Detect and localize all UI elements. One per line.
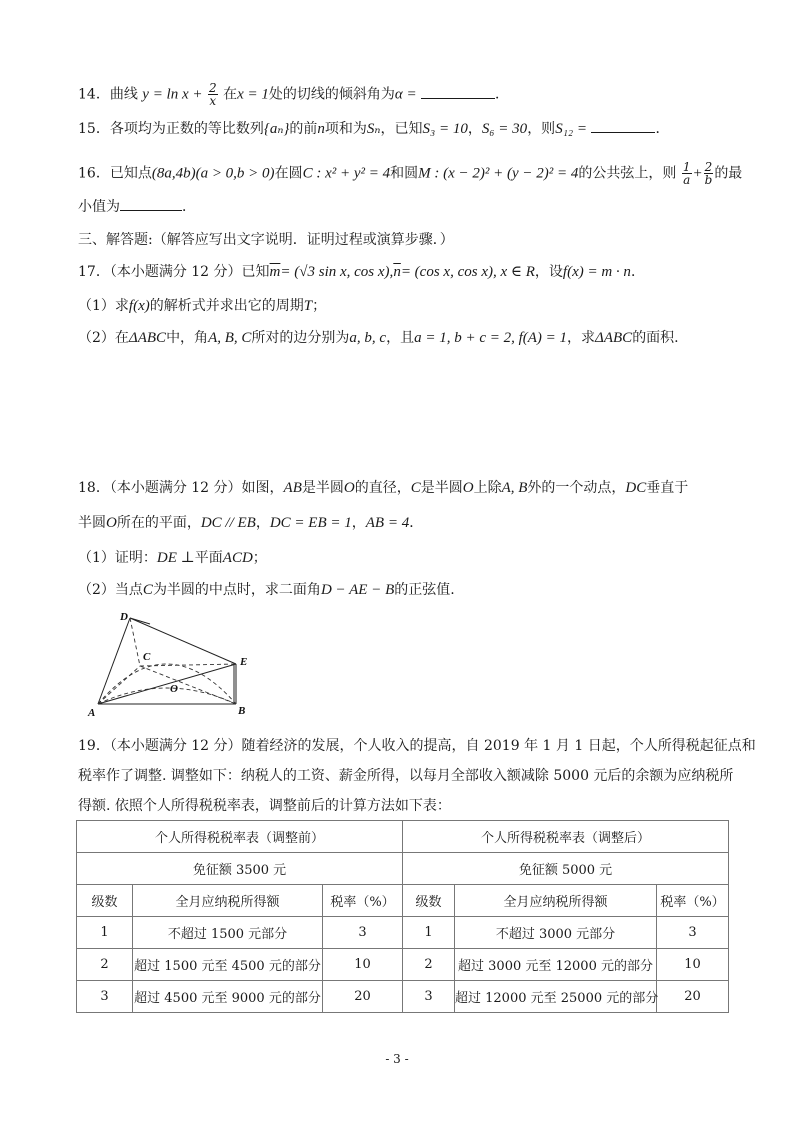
column-header: 全月应纳税所得额	[455, 885, 657, 917]
column-header: 税率（%）	[657, 885, 729, 917]
question-19-line-3: 得额. 依照个人所得税税率表，调整前后的计算方法如下表：	[78, 798, 451, 814]
question-18: 18．（本小题满分 12 分）如图，AB是半圆O的直径，C是半圆O上除A, B外的一个动点，DC垂直于	[78, 480, 689, 496]
table-cell: 超过 3000 元至 12000 元的部分	[455, 949, 657, 981]
fraction: $\frac{2}{x}$	[208, 81, 217, 108]
edge-da	[98, 618, 130, 704]
question-17: 17．（本小题满分 12 分）已知$\overline{m}= (√3$ sin x, $\cos x),\overline{n}= (\cos$ x, cos x), x ∈ R，设f(x) = m · n．	[78, 264, 645, 280]
column-header: 级数	[77, 885, 133, 917]
table-cell: 不超过 3000 元部分	[455, 917, 657, 949]
label-o: O	[170, 683, 178, 695]
table-cell: 1	[77, 917, 133, 949]
question-number: 16．	[78, 165, 110, 182]
question-17-part-2: （2）在ΔABC中，角A, B, C所对的边分别为a, b, c，且a = 1, b + c = 2, f(A) = 1，求ΔABC的面积.	[78, 330, 679, 346]
table-cell: 20	[657, 981, 729, 1013]
label-e: E	[240, 656, 248, 668]
tax-rate-table	[76, 820, 729, 1013]
fraction: $\frac{2}{b}$	[704, 160, 713, 187]
label-c: C	[143, 651, 151, 663]
table-cell: 10	[323, 949, 403, 981]
table-cell: 超过 1500 元至 4500 元的部分	[133, 949, 323, 981]
table-exempt-row	[77, 853, 729, 885]
table-title-after: 个人所得税税率表（调整后）	[403, 821, 729, 853]
answer-blank[interactable]	[591, 118, 655, 133]
table-cell: 10	[657, 949, 729, 981]
fraction: $\frac{1}{a}$	[682, 160, 691, 187]
table-row	[77, 981, 729, 1013]
table-header-row	[77, 885, 729, 917]
table-cell: 3	[77, 981, 133, 1013]
question-number: 14．	[78, 86, 110, 103]
edge-ce	[140, 664, 236, 666]
column-header: 级数	[403, 885, 455, 917]
question-18-part-2: （2）当点C为半圆的中点时，求二面角D − AE − B的正弦值.	[78, 582, 455, 598]
semicircle-base	[98, 688, 236, 704]
exempt-after: 免征额 5000 元	[403, 853, 729, 885]
question-14: 14．曲线 y = ln x + $\frac{2}{x}$ 在x = 1处的切线的倾斜角为α = ．	[78, 81, 510, 108]
question-19: 19．（本小题满分 12 分）随着经济的发展，个人收入的提高，自 2019 年 1 月 1 日起，个人所得税起征点和	[78, 738, 756, 754]
question-18-line-2: 半圆O所在的平面，DC // EB，DC = EB = 1，AB = 4．	[78, 515, 424, 531]
table-row	[77, 917, 729, 949]
exempt-before: 免征额 3500 元	[77, 853, 403, 885]
label-d: D	[120, 611, 128, 623]
section-title: 三、解答题:（解答应写出文字说明．证明过程或演算步骤．）	[78, 232, 454, 248]
table-cell: 20	[323, 981, 403, 1013]
label-a: A	[88, 707, 96, 718]
table-cell: 3	[657, 917, 729, 949]
table-cell: 超过 12000 元至 25000 元的部分	[455, 981, 657, 1013]
question-19-line-2: 税率作了调整. 调整如下：纳税人的工资、薪金所得，以每月全部收入额减除 5000 元后的余额为应纳税所	[78, 768, 734, 784]
question-number: 15．	[78, 121, 110, 137]
geometry-figure	[86, 608, 256, 718]
column-header: 全月应纳税所得额	[133, 885, 323, 917]
answer-blank[interactable]	[120, 196, 182, 211]
table-cell: 1	[403, 917, 455, 949]
question-number: 19．	[78, 738, 110, 754]
question-18-part-1: （1）证明：DE ⊥平面ACD；	[78, 550, 267, 566]
column-header: 税率（%）	[323, 885, 403, 917]
table-cell: 2	[77, 949, 133, 981]
page-number: - 3 -	[385, 1052, 409, 1066]
question-number: 17．	[78, 264, 110, 280]
table-cell: 超过 4500 元至 9000 元的部分	[133, 981, 323, 1013]
table-cell: 3	[323, 917, 403, 949]
question-16-line-2: 小值为 ．	[78, 196, 196, 217]
answer-blank[interactable]	[421, 84, 495, 99]
table-title-row	[77, 821, 729, 853]
label-b: B	[238, 705, 246, 717]
table-title-before: 个人所得税税率表（调整前）	[77, 821, 403, 853]
edge-dc	[130, 618, 140, 666]
question-16: 16．已知点(8a,4b)(a > 0,b > 0)在圆C : x² + y² = 4和圆M : (x − 2)² + (y − 2)² = 4的公共弦上，则 $\frac{1}{a}$ + $\frac{2}{b}$ 的最	[78, 160, 743, 187]
question-number: 18．	[78, 480, 110, 496]
question-17-part-1: （1）求f(x)的解析式并求出它的周期T；	[78, 298, 327, 314]
question-15: 15．各项均为正数的等比数列{aₙ}的前n项和为Sₙ，已知S₃ = 10，S₆ = 30，则S₁₂ = ．	[78, 118, 669, 139]
table-cell: 不超过 1500 元部分	[133, 917, 323, 949]
table-cell: 3	[403, 981, 455, 1013]
table-cell: 2	[403, 949, 455, 981]
table-row	[77, 949, 729, 981]
